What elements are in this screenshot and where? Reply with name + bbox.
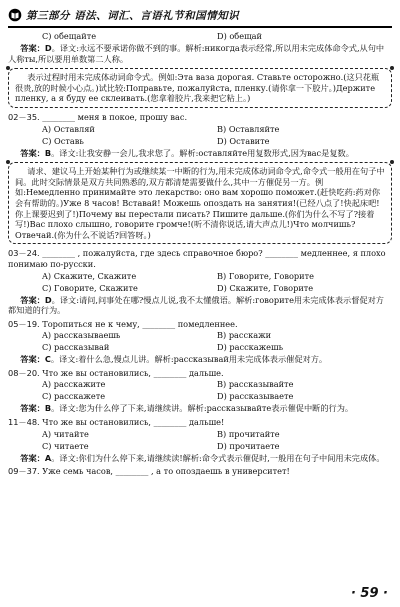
question: [8, 417, 392, 428]
answer-option: A) читайте: [42, 428, 89, 439]
question-number: 05－19.: [8, 318, 40, 329]
answer-option: D) рассказываете: [217, 391, 294, 402]
page-header: [8, 4, 392, 28]
grammar-note-box: 表示过程时用未完成体动词命令式。例如:Эта ваза дорогая. Ставьте осторожно.(这只花瓶很贵,放的时候小心点。)试比较:Поправьте, пожалуйста, пленку.(请你拿一下胶片。)Держите пленку, а я буду ее склеивать.(您拿着胶片,我来把它粘上。): [8, 68, 392, 108]
question: [8, 466, 392, 477]
question-number: 11－48.: [8, 417, 40, 428]
answer-option: A) Скажите, Скажите: [42, 270, 137, 281]
answer-explanation: [8, 295, 392, 316]
answer-label: 答案：D: [20, 43, 52, 53]
answer-option: C) обещайте: [42, 31, 97, 41]
question-number: 09－37.: [8, 466, 40, 477]
answer-label: 答案：B: [20, 147, 52, 158]
answer-text: 。译文:请问,问事处在哪?慢点儿说,我不太懂俄语。解析:говорите用未完成体表示督促对方都知道的行为。: [8, 294, 384, 316]
option-row: [8, 391, 392, 402]
option-row: [8, 271, 392, 282]
question-number: 08－20.: [8, 367, 40, 378]
answer-option: D) обещай: [217, 31, 263, 41]
option-row: [8, 330, 392, 341]
answer-option: A) рассказываешь: [42, 330, 121, 341]
question-text: ________ , пожалуйста, где здесь справочное бюро? ________ медленнее, я плохо понимаю по-русски.: [8, 248, 386, 269]
answer-option: B) Говорите, Говорите: [217, 270, 314, 281]
answer-option: C) читаете: [42, 440, 89, 451]
question-text: Торопиться не к чему, ________ помедленнее.: [42, 318, 238, 329]
question: [8, 112, 392, 123]
question-number: 02－35.: [8, 111, 40, 122]
question: [8, 319, 392, 330]
option-row: [8, 124, 392, 135]
answer-text: 。译文:着什么急,慢点儿讲。解析:рассказывай用未完成体表示催促对方。: [50, 354, 328, 365]
question-text: Что же вы остановились, ________ дальше.: [42, 367, 224, 378]
option-row: [8, 31, 392, 42]
answer-option: A) расскажите: [42, 379, 106, 390]
answer-text: 。译文:您为什么停了下来,请继续讲。解析:рассказывайте表示催促中断的行为。: [51, 403, 354, 414]
answer-explanation: [8, 354, 392, 365]
grammar-note-box: 请求、建议马上开始某种行为或继续某一中断的行为,用未完成体动词命令式,命令式一般用在句子中间。此时交际情景是双方共同熟悉的,双方都清楚需要做什么,其中一方催促另一方。例如:Немедленно принимайте это лекарство: оно вам хорошо поможет.(赶快吃药:药对你会有帮助的。)Уже 8 часов! Вставай! Можешь опоздать на занятия!(已经八点了!快起床吧!你上课要迟到了!)Почему вы перестали писать? Пишите дальше.(你们为什么不写了?接着写!)Вас плохо слышно, говорите громче!(听不清你说话,请大声点儿!)Что молчишь? Отвечай.(你为什么不说话?回答呀。): [8, 162, 392, 244]
answer-option: B) расскажи: [217, 330, 272, 341]
answer-option: D) Оставите: [217, 135, 270, 146]
answer-label: 答案：D: [20, 294, 52, 305]
answer-option: D) Скажите, Говорите: [217, 282, 314, 293]
answer-option: A) Оставляй: [42, 123, 95, 134]
section-title: 第三部分 语法、词汇、言语礼节和国情知识: [26, 9, 240, 22]
page-number: · 59 ·: [350, 586, 388, 601]
question-text: ________ меня в покое, прошу вас.: [42, 111, 188, 122]
answer-option: B) рассказывайте: [217, 379, 294, 390]
question: [8, 248, 392, 269]
answer-label: 答案：B: [20, 403, 52, 414]
question-number: 03－24.: [8, 248, 40, 259]
answer-option: C) расскажете: [42, 391, 106, 402]
answer-text: 。译文:你们为什么停下来,请继续读!解析:命令式表示催促时,一般用在句子中间用未完成体。: [51, 452, 385, 463]
answer-option: C) Говорите, Скажите: [42, 282, 138, 293]
answer-explanation: [8, 43, 392, 64]
option-row: [8, 136, 392, 147]
answer-label: 答案：A: [20, 452, 52, 463]
option-row: [8, 283, 392, 294]
option-row: [8, 429, 392, 440]
book-icon: [8, 8, 22, 22]
answer-option: B) Оставляйте: [217, 123, 280, 134]
answer-text: 。译文:让我安静一会儿,我求您了。解析:оставляйте用复数形式,因为вас是复数。: [51, 147, 354, 158]
option-row: [8, 379, 392, 390]
answer-option: C) Оставь: [42, 135, 84, 146]
answer-text: 。译文:永远不要承诺你做不到的事。解析:никогда表示经常,所以用未完成体命令式,从句中人称ты,所以要用单数第二人称。: [8, 43, 385, 64]
page-content: [8, 30, 392, 477]
answer-label: 答案：C: [20, 354, 51, 365]
answer-option: C) рассказывай: [42, 342, 110, 353]
question-text: Уже семь часов, ________ , а то опоздаешь в университет!: [42, 466, 290, 477]
answer-option: B) прочитайте: [217, 428, 280, 439]
answer-option: D) расскажешь: [217, 342, 284, 353]
answer-explanation: [8, 148, 392, 159]
question: [8, 368, 392, 379]
answer-option: D) прочитаете: [217, 440, 280, 451]
answer-explanation: [8, 403, 392, 414]
answer-explanation: [8, 453, 392, 464]
option-row: [8, 441, 392, 452]
option-row: [8, 342, 392, 353]
question-text: Что же вы остановились, ________ дальше!: [42, 417, 225, 428]
